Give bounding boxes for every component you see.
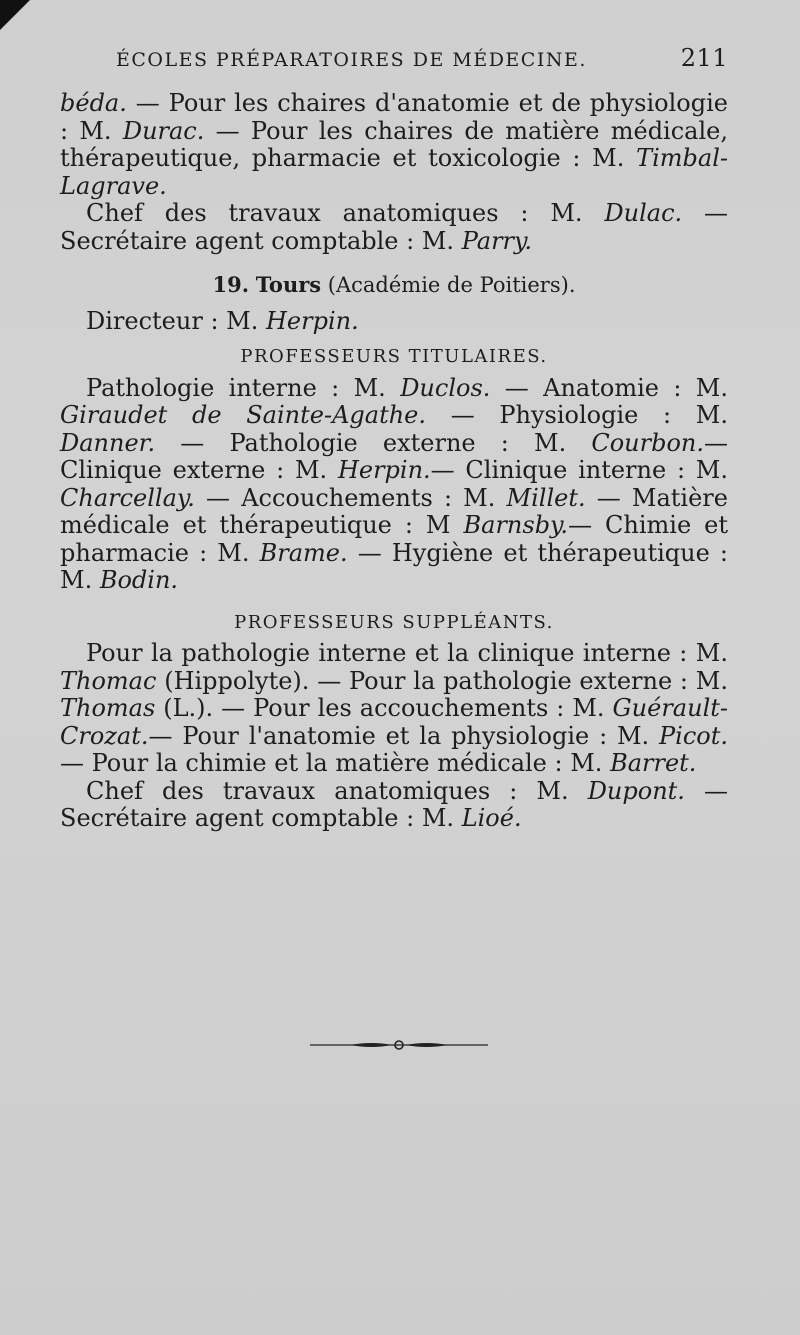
- person-name: Durac.: [122, 116, 205, 145]
- running-header: [116, 44, 728, 72]
- text-run: Chef des travaux anatomiques : M.: [86, 776, 588, 805]
- text-run: (L.). — Pour les accouchements : M.: [155, 694, 613, 722]
- text-run: — Pour l'anatomie et la physiologie : M.: [148, 721, 659, 750]
- person-name: Millet.: [506, 483, 586, 512]
- paragraph-chaires: [60, 90, 728, 200]
- text-run: — Hygiène et thérapeutique : M.: [60, 538, 728, 594]
- person-name: Herpin.: [266, 306, 359, 335]
- text-run: — Pour la chimie et la matière médicale : M.: [60, 749, 611, 777]
- person-name: Bodin.: [99, 566, 179, 594]
- text-run: — Pour les chaires de matière médicale, thérapeutique, pharmacie et toxicologie : M.: [60, 116, 728, 172]
- person-name: Barret.: [610, 749, 697, 777]
- person-name: Timbal-Lagrave.: [60, 144, 728, 200]
- text-run: — Matière médicale et thérapeutique : M: [60, 483, 728, 539]
- text-run: — Accouchements : M.: [194, 483, 507, 512]
- section-number: 19.: [212, 272, 250, 297]
- page-number: 211: [680, 44, 728, 72]
- person-name: Dupont.: [587, 776, 685, 805]
- person-name: Charcellay.: [60, 483, 195, 512]
- person-name: Barnsby.: [463, 511, 569, 539]
- person-name: Duclos.: [400, 373, 491, 402]
- text-run: — Secrétaire agent comptable : M.: [60, 199, 729, 255]
- running-title: ÉCOLES PRÉPARATOIRES DE MÉDECINE.: [116, 49, 587, 71]
- person-name: Brame.: [259, 538, 348, 567]
- paragraph-titulaires: [60, 375, 728, 595]
- paragraph-chef-travaux: [60, 200, 728, 255]
- text-run: Pathologie interne : M.: [86, 373, 401, 402]
- person-name: Parry.: [461, 226, 533, 255]
- text-run: — Secrétaire agent comptable : M.: [60, 776, 728, 832]
- page-corner-mark: [0, 0, 30, 30]
- text-run: Pour la pathologie interne et la clinique interne : M.: [86, 639, 728, 667]
- person-name: Lioé.: [461, 804, 522, 832]
- text-run: — Pathologie externe : M.: [155, 428, 592, 457]
- academy-name: (Académie de Poitiers).: [327, 273, 576, 297]
- text-run: (Hippolyte). — Pour la pathologie externe : M.: [156, 666, 728, 695]
- person-name: Danner.: [60, 428, 156, 457]
- person-name: Thomac: [60, 666, 157, 695]
- paragraph-suppleants: [60, 640, 728, 778]
- person-name: Thomas: [60, 694, 156, 722]
- person-name: Giraudet de Sainte-Agathe.: [60, 401, 427, 429]
- text-run: — Physiologie : M.: [426, 401, 729, 429]
- text-run: — Chimie et pharmacie : M.: [60, 511, 729, 567]
- text-run: Directeur : M.: [86, 306, 266, 335]
- text-run: Chef des travaux anatomiques : M.: [86, 199, 605, 227]
- person-name: Guérault-Crozat.: [60, 694, 728, 750]
- school-name-fragment: béda.: [60, 89, 127, 117]
- end-ornament-rule: [310, 1038, 488, 1052]
- paragraph-directeur: [60, 308, 728, 336]
- text-run: — Clinique externe : M.: [60, 428, 728, 484]
- city-name: Tours: [255, 272, 322, 297]
- person-name: Dulac.: [604, 199, 683, 227]
- body-text: [60, 90, 728, 833]
- person-name: Picot.: [659, 721, 728, 750]
- section-heading-tours: [60, 271, 728, 300]
- text-run: — Clinique interne : M.: [430, 456, 728, 484]
- heading-suppleants: PROFESSEURS SUPPLÉANTS.: [234, 611, 554, 633]
- person-name: Courbon.: [591, 428, 704, 457]
- text-run: — Anatomie : M.: [490, 373, 728, 402]
- person-name: Herpin.: [337, 456, 431, 484]
- text-run: — Pour les chaires d'anatomie et de physiologie : M.: [60, 89, 728, 145]
- paragraph-chef-travaux-2: [60, 778, 728, 833]
- heading-titulaires: PROFESSEURS TITULAIRES.: [240, 346, 548, 367]
